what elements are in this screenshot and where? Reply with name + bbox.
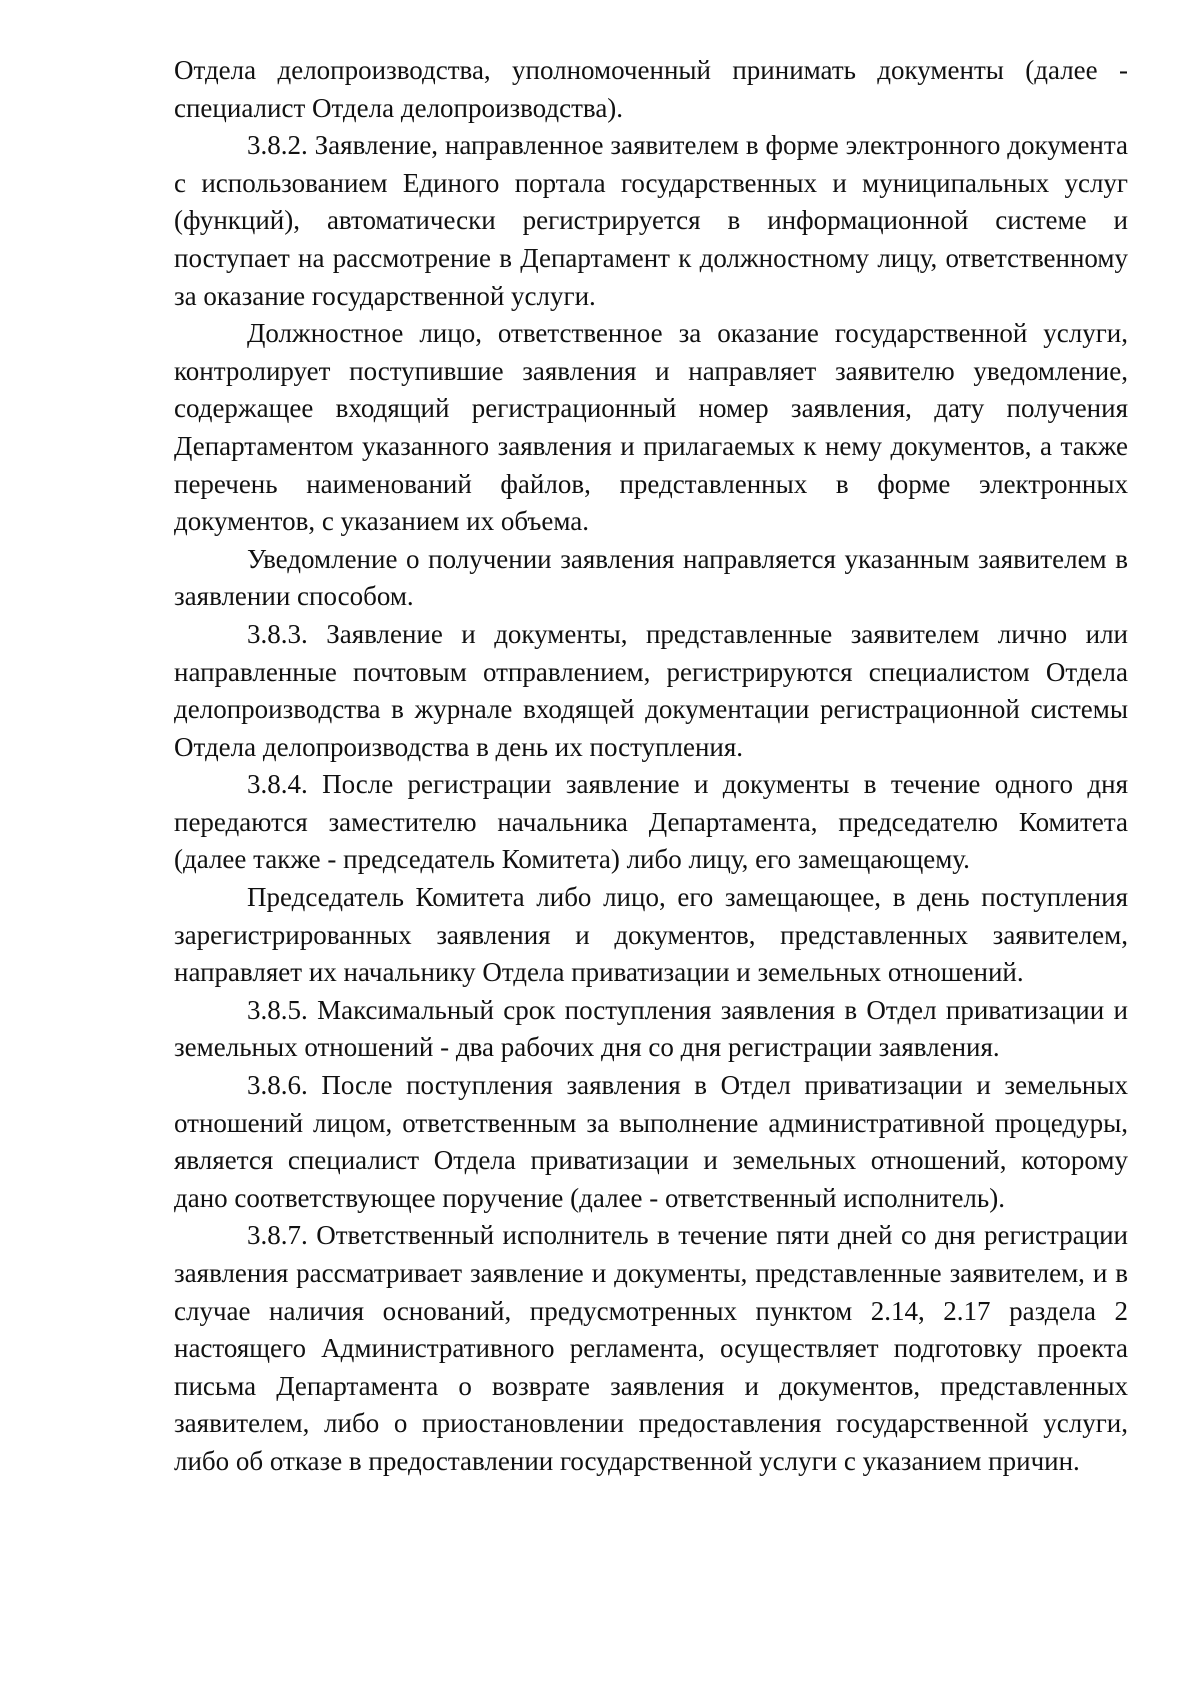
paragraph-committee-chair: Председатель Комитета либо лицо, его замещающее, в день поступления зарегистрированных заявления и документов, представленных заявителем, направляет их начальнику Отдела приватизации и земельных отношений. — [174, 882, 1128, 988]
paragraph-3-8-4: 3.8.4. После регистрации заявление и документы в течение одного дня передаются заместителю начальника Департамента, председателю Комитета (далее также - председатель Комитета) либо лицу, его замещающему. — [174, 769, 1128, 875]
paragraph-3-8-2: 3.8.2. Заявление, направленное заявителем в форме электронного документа с использованием Единого портала государственных и муниципальных услуг (функций), автоматически регистрируется в информационной системе и поступает на рассмотрение в Департамент к должностному лицу, ответственному за оказание государственной услуги. — [174, 130, 1128, 311]
paragraph-3-8-7: 3.8.7. Ответственный исполнитель в течение пяти дней со дня регистрации заявления рассматривает заявление и документы, представленные заявителем, и в случае наличия оснований, предусмотренных пунктом 2.14, 2.17 раздела 2 настоящего Административного регламента, осуществляет подготовку проекта письма Департамента о возврате заявления и документов, представленных заявителем, либо о приостановлении предоставления государственной услуги, либо об отказе в предоставлении государственной услуги с указанием причин. — [174, 1220, 1128, 1476]
paragraph-3-8-3: 3.8.3. Заявление и документы, представленные заявителем лично или направленные почтовым отправлением, регистрируются специалистом Отдела делопроизводства в журнале входящей документации регистрационной системы Отдела делопроизводства в день их поступления. — [174, 618, 1128, 762]
paragraph-3-8-6: 3.8.6. После поступления заявления в Отдел приватизации и земельных отношений лицом, ответственным за выполнение административной процедуры, является специалист Отдела приватизации и земельных отношений, которому дано соответствующее поручение (далее - ответственный исполнитель). — [174, 1070, 1128, 1213]
document-page — [174, 52, 1128, 1481]
paragraph-continuation: Отдела делопроизводства, уполномоченный принимать документы (далее - специалист Отдела делопроизводства). — [174, 55, 1128, 123]
paragraph-notification: Уведомление о получении заявления направляется указанным заявителем в заявлении способом. — [174, 543, 1128, 612]
paragraph-3-8-5: 3.8.5. Максимальный срок поступления заявления в Отдел приватизации и земельных отношений - два рабочих дня со дня регистрации заявления. — [174, 994, 1128, 1063]
paragraph-official-control: Должностное лицо, ответственное за оказание государственной услуги, контролирует поступившие заявления и направляет заявителю уведомление, содержащее входящий регистрационный номер заявления, дату получения Департаментом указанного заявления и прилагаемых к нему документов, а также перечень наименований файлов, представленных в форме электронных документов, с указанием их объема. — [174, 318, 1128, 537]
